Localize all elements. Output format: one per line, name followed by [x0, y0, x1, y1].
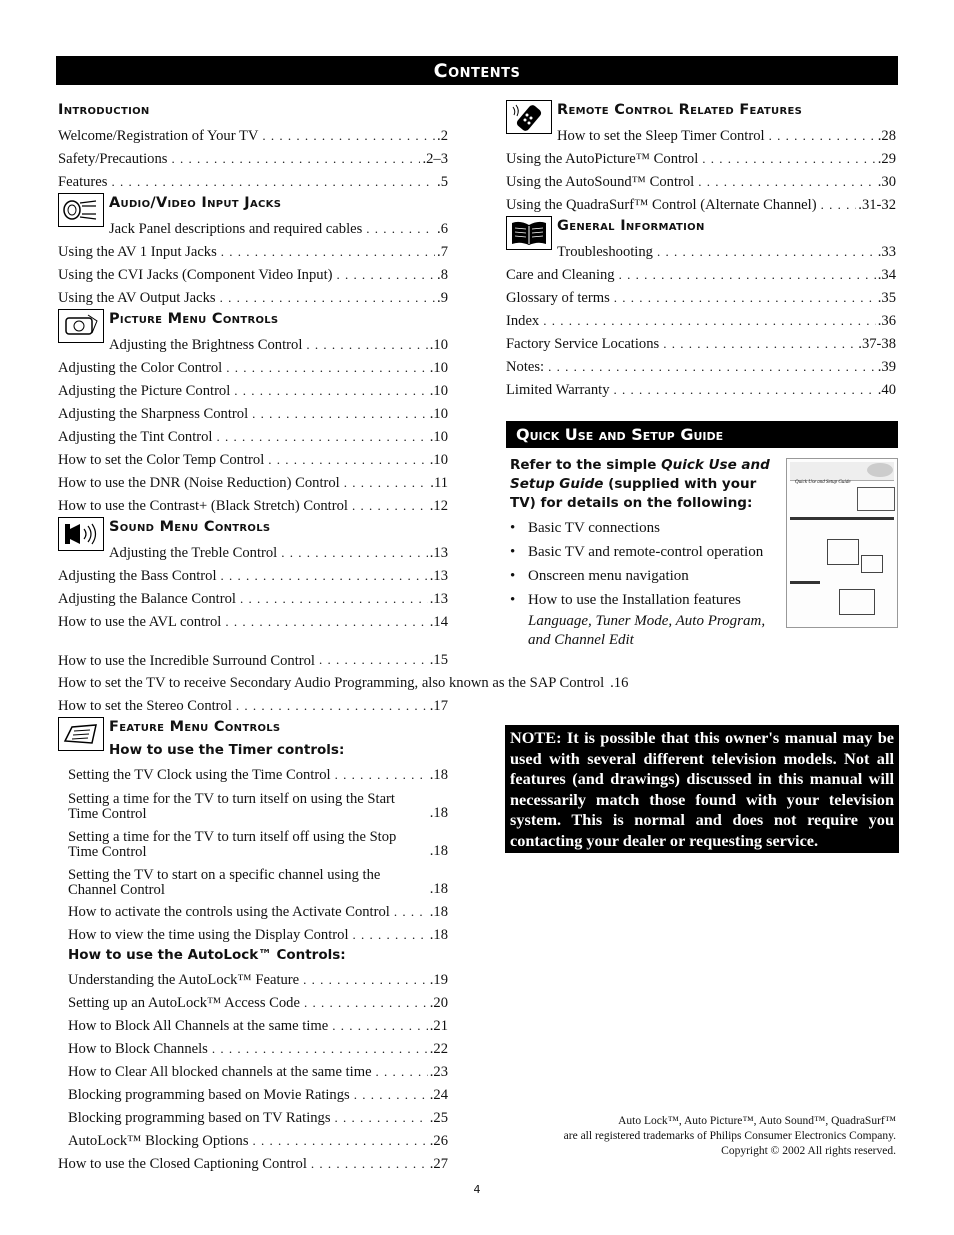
toc-leader	[543, 315, 876, 327]
toc-leader	[262, 130, 435, 142]
toc-leader	[252, 408, 428, 420]
thumbnail-divider	[790, 581, 820, 584]
quick-intro-c: (supplied with your TV) for details on the following:	[510, 476, 757, 511]
toc-entry-page: .18	[429, 805, 448, 821]
toc-entry[interactable]	[58, 168, 448, 191]
section-general	[506, 214, 896, 261]
general-list-first	[557, 238, 896, 261]
toc-entry-title: Adjusting the Color Control	[58, 360, 223, 376]
toc-entry[interactable]	[557, 122, 896, 145]
toc-leader	[221, 246, 435, 258]
toc-entry-page: .25	[429, 1110, 448, 1126]
toc-leader	[657, 246, 876, 258]
toc-entry[interactable]	[58, 761, 448, 784]
section-heading-remote: Remote Control Related Features	[557, 102, 803, 118]
toc-entry-page: .18	[429, 904, 448, 920]
toc-leader	[394, 906, 428, 918]
toc-entry[interactable]	[506, 307, 896, 330]
toc-entry[interactable]	[506, 284, 896, 307]
toc-entry[interactable]	[506, 168, 896, 191]
toc-entry-title: How to set the Sleep Timer Control	[557, 128, 765, 144]
toc-entry-title: How to use the Incredible Surround Control	[58, 653, 315, 669]
toc-entry-title: How to view the time using the Display Control	[68, 927, 349, 943]
toc-entry-page: .40	[877, 382, 896, 398]
toc-entry-page: .31-32	[858, 197, 896, 213]
trademark-notice	[564, 1114, 896, 1159]
section-picture	[58, 307, 448, 354]
toc-entry-page: .26	[429, 1133, 448, 1149]
toc-entry-page: .16	[610, 675, 629, 691]
toc-entry[interactable]	[109, 215, 448, 238]
toc-entry-title: Understanding the AutoLock™ Feature	[68, 972, 300, 988]
toc-entry[interactable]	[58, 492, 448, 515]
speaker-icon	[58, 517, 104, 551]
thumbnail-diagram	[827, 539, 859, 565]
toc-entry-page: .24	[429, 1087, 448, 1103]
toc-entry-page: .33	[877, 244, 896, 260]
toc-entry-title: AutoLock™ Blocking Options	[68, 1133, 249, 1149]
section-heading-sound: Sound Menu Controls	[109, 519, 271, 535]
toc-entry-page: .10	[429, 452, 448, 468]
toc-entry-page: .28	[877, 128, 896, 144]
toc-entry-title: Adjusting the Sharpness Control	[58, 406, 249, 422]
toc-entry-page: .17	[429, 698, 448, 714]
toc-entry-page: .2	[437, 128, 448, 144]
toc-leader	[366, 223, 435, 235]
toc-entry[interactable]	[58, 692, 448, 715]
toc-entry-title: Adjusting the Treble Control	[109, 545, 278, 561]
toc-entry-page: .30	[877, 174, 896, 190]
toc-entry-title: Blocking programming based on Movie Ratings	[68, 1087, 350, 1103]
thumbnail-diagram	[839, 589, 875, 615]
toc-leader	[614, 384, 876, 396]
toc-entry-title: Setting the TV Clock using the Time Control	[68, 767, 331, 783]
toc-entry-page: .34	[877, 267, 896, 283]
toc-entry[interactable]	[58, 631, 448, 669]
section-heading-general: General Information	[557, 218, 705, 234]
toc-leader	[225, 616, 427, 628]
toc-entry-page: .13	[429, 568, 448, 584]
toc-entry-page: .13	[429, 545, 448, 561]
page-title: Contents	[56, 56, 898, 85]
toc-entry[interactable]	[58, 562, 448, 585]
toc-entry-page: .29	[877, 151, 896, 167]
av-list-first	[109, 215, 448, 238]
intro-list	[58, 122, 448, 191]
toc-entry-title: Adjusting the Bass Control	[58, 568, 217, 584]
quick-intro-a: Refer to the simple	[510, 457, 662, 473]
toc-leader	[352, 500, 428, 512]
toc-entry[interactable]	[58, 669, 629, 692]
toc-entry[interactable]	[58, 989, 448, 1012]
toc-entry-page: .6	[437, 221, 448, 237]
toc-leader	[226, 362, 428, 374]
toc-leader	[240, 593, 428, 605]
toc-entry-title: How to use the AVL control	[58, 614, 222, 630]
toc-entry-title: How to Block Channels	[68, 1041, 208, 1057]
toc-entry-title: Using the QuadraSurf™ Control (Alternate Channel)	[506, 197, 817, 213]
thumbnail-title: Quick Use and Setup Guide	[795, 480, 851, 485]
toc-entry-page: .18	[429, 881, 448, 897]
toc-entry-page: .22	[429, 1041, 448, 1057]
toc-entry-title: Using the AV Output Jacks	[58, 290, 216, 306]
toc-entry-title: Limited Warranty	[506, 382, 610, 398]
toc-entry-title: Blocking programming based on TV Ratings	[68, 1110, 331, 1126]
toc-entry-title: Setting the TV to start on a specific channel using the Channel Control	[68, 867, 381, 898]
thumbnail-logo	[867, 463, 893, 477]
toc-leader	[212, 1043, 428, 1055]
page-number: 4	[473, 1183, 481, 1196]
general-list-rest	[506, 261, 896, 399]
toc-entry-page: .23	[429, 1064, 448, 1080]
toc-entry[interactable]	[58, 469, 448, 492]
toc-entry[interactable]	[58, 608, 448, 631]
section-heading-introduction: Introduction	[58, 102, 150, 118]
toc-entry-page: .13	[429, 591, 448, 607]
toc-entry-page: .5	[437, 174, 448, 190]
bullet-text: Basic TV and remote-control operation	[528, 544, 764, 560]
toc-entry-page: .39	[877, 359, 896, 375]
toc-entry-title: How to set the Color Temp Control	[58, 452, 265, 468]
toc-entry-page: .18	[429, 767, 448, 783]
quick-guide-intro	[510, 456, 780, 513]
toc-entry-title: Setting a time for the TV to turn itself off using the Stop Time Control	[68, 829, 397, 860]
bullet-item: • How to use the Installation features	[510, 588, 780, 612]
toc-entry[interactable]	[58, 377, 448, 400]
toc-leader	[336, 269, 435, 281]
toc-entry-title: Notes:	[506, 359, 545, 375]
av-jacks-icon	[58, 193, 104, 227]
quick-guide-bullets	[510, 516, 780, 650]
toc-entry[interactable]	[58, 261, 448, 284]
toc-leader	[614, 292, 876, 304]
section-av	[58, 191, 448, 238]
toc-entry-title: Index	[506, 313, 540, 329]
toc-leader	[335, 1112, 428, 1124]
toc-entry-page: .10	[429, 406, 448, 422]
toc-leader	[234, 385, 427, 397]
bullet-text: Onscreen menu navigation	[528, 568, 689, 584]
toc-entry-title: How to use the DNR (Noise Reduction) Control	[58, 475, 340, 491]
toc-entry[interactable]	[58, 122, 448, 145]
toc-leader	[548, 361, 876, 373]
section-sound	[58, 515, 448, 562]
toc-entry-page: .12	[429, 498, 448, 514]
toc-entry-title: Using the AutoPicture™ Control	[506, 151, 699, 167]
toc-leader	[253, 1135, 428, 1147]
toc-entry[interactable]	[58, 784, 448, 822]
toc-leader	[303, 974, 428, 986]
toc-leader	[353, 929, 428, 941]
timer-list	[58, 761, 448, 944]
toc-entry[interactable]	[58, 860, 448, 898]
toc-right-column	[506, 98, 896, 399]
toc-leader	[221, 570, 428, 582]
toc-entry[interactable]	[557, 238, 896, 261]
toc-entry[interactable]	[506, 353, 896, 376]
toc-entry-title: Setting a time for the TV to turn itself on using the Start Time Control	[68, 791, 395, 822]
bullet-item: • Basic TV and remote-control operation	[510, 540, 780, 564]
toc-entry-page: .10	[429, 360, 448, 376]
toc-entry[interactable]	[58, 1127, 448, 1150]
toc-leader	[311, 1158, 428, 1170]
toc-entry-page: .27	[429, 1156, 448, 1172]
toc-entry[interactable]	[109, 331, 448, 354]
picture-menu-icon	[58, 309, 104, 343]
toc-entry[interactable]	[58, 1104, 448, 1127]
toc-entry-title: How to Block All Channels at the same time	[68, 1018, 329, 1034]
bullet-text: How to use the Installation features	[528, 592, 741, 608]
toc-entry-title: How to use the Contrast+ (Black Stretch) Control	[58, 498, 348, 514]
toc-entry[interactable]	[58, 1035, 448, 1058]
section-heading-feature: Feature Menu Controls	[109, 719, 281, 735]
toc-entry-page: .10	[429, 429, 448, 445]
toc-entry-title: Features	[58, 174, 108, 190]
toc-entry-title: Adjusting the Brightness Control	[109, 337, 303, 353]
toc-entry-page: .21	[429, 1018, 448, 1034]
thumbnail-divider	[790, 517, 894, 520]
toc-leader	[268, 454, 427, 466]
toc-entry-title: How to activate the controls using the Activate Control	[68, 904, 390, 920]
toc-entry[interactable]	[58, 145, 448, 168]
toc-entry-page: .8	[437, 267, 448, 283]
toc-entry-page: .2–3	[422, 151, 448, 167]
autolock-subheading: How to use the AutoLock™ Controls:	[68, 947, 346, 963]
quick-guide-heading: Quick Use and Setup Guide	[506, 421, 898, 448]
remote-list-rest	[506, 145, 896, 214]
toc-entry[interactable]	[58, 446, 448, 469]
toc-entry-page: .7	[437, 244, 448, 260]
toc-leader	[332, 1020, 428, 1032]
sound-list-first	[109, 539, 448, 562]
toc-entry[interactable]	[506, 376, 896, 399]
toc-entry-title: How to set the Stereo Control	[58, 698, 232, 714]
toc-entry[interactable]	[58, 898, 448, 921]
toc-entry-page: .14	[429, 614, 448, 630]
toc-entry-title: How to Clear All blocked channels at the same time	[68, 1064, 372, 1080]
toc-entry-title: Troubleshooting	[557, 244, 653, 260]
toc-entry[interactable]	[506, 261, 896, 284]
toc-entry[interactable]	[109, 539, 448, 562]
toc-leader	[319, 654, 428, 666]
toc-entry-page: .15	[429, 652, 448, 668]
toc-entry-title: Using the AV 1 Input Jacks	[58, 244, 217, 260]
toc-entry[interactable]	[58, 1150, 448, 1173]
toc-entry[interactable]	[58, 1081, 448, 1104]
toc-entry-page: .35	[877, 290, 896, 306]
toc-entry-title: Adjusting the Balance Control	[58, 591, 236, 607]
picture-list-rest	[58, 354, 448, 515]
toc-leader	[111, 176, 435, 188]
bullet-item: • Basic TV connections	[510, 516, 780, 540]
toc-entry-title: Adjusting the Picture Control	[58, 383, 231, 399]
toc-entry-title: Using the CVI Jacks (Component Video Input)	[58, 267, 333, 283]
toc-leader	[304, 997, 428, 1009]
remote-list-first	[557, 122, 896, 145]
toc-entry-page: .9	[437, 290, 448, 306]
toc-entry[interactable]	[58, 354, 448, 377]
section-feature	[58, 715, 448, 761]
toc-entry-page: .37-38	[858, 336, 896, 352]
toc-leader	[171, 153, 420, 165]
toc-entry-page: .18	[429, 927, 448, 943]
toc-entry[interactable]	[58, 822, 448, 860]
toc-entry-title: Factory Service Locations	[506, 336, 660, 352]
toc-leader	[220, 292, 435, 304]
section-heading-av: Audio/Video Input Jacks	[109, 195, 282, 211]
toc-leader	[354, 1089, 428, 1101]
toc-leader	[376, 1066, 428, 1078]
toc-entry[interactable]	[58, 1058, 448, 1081]
toc-leader	[769, 130, 876, 142]
toc-leader	[344, 477, 429, 489]
toc-entry-title: Setting up an AutoLock™ Access Code	[68, 995, 300, 1011]
toc-entry[interactable]	[58, 921, 448, 944]
toc-entry[interactable]	[58, 966, 448, 989]
toc-entry-page: .20	[429, 995, 448, 1011]
toc-leader	[821, 199, 857, 211]
toc-entry-title: How to set the TV to receive Secondary Audio Programming, also known as the SAP Control	[58, 675, 605, 691]
toc-entry[interactable]	[58, 284, 448, 307]
bullet-subtext: Language, Tuner Mode, Auto Program, and Channel Edit	[528, 613, 766, 648]
av-list-rest	[58, 238, 448, 307]
toc-entry-title: Adjusting the Tint Control	[58, 429, 213, 445]
toc-entry[interactable]	[58, 1012, 448, 1035]
toc-entry-title: Care and Cleaning	[506, 267, 615, 283]
copyright-line: Copyright © 2002 All rights reserved.	[721, 1145, 896, 1157]
toc-entry[interactable]	[506, 330, 896, 353]
section-heading-picture: Picture Menu Controls	[109, 311, 279, 327]
toc-leader	[306, 339, 427, 351]
toc-entry-title: Using the AutoSound™ Control	[506, 174, 695, 190]
toc-leader	[663, 338, 856, 350]
toc-entry[interactable]	[58, 423, 448, 446]
trademark-line: Auto Lock™, Auto Picture™, Auto Sound™, QuadraSurf™	[618, 1115, 896, 1127]
toc-leader	[702, 153, 875, 165]
feature-menu-icon	[58, 717, 104, 751]
toc-entry[interactable]	[506, 145, 896, 168]
toc-entry-page: .10	[429, 337, 448, 353]
quick-intro-title: Quick Use and Setup Guide	[510, 457, 770, 492]
thumbnail-box	[857, 487, 895, 511]
timer-subheading: How to use the Timer controls:	[109, 742, 345, 758]
toc-entry[interactable]	[506, 191, 896, 214]
quick-guide-thumbnail	[786, 458, 898, 628]
toc-leader	[335, 769, 428, 781]
toc-entry-page: .36	[877, 313, 896, 329]
toc-entry-title: How to use the Closed Captioning Control	[58, 1156, 307, 1172]
picture-list-first	[109, 331, 448, 354]
bullet-text: Basic TV connections	[528, 520, 660, 536]
thumbnail-diagram	[861, 555, 883, 573]
open-book-icon	[506, 216, 552, 250]
bullet-item: • Onscreen menu navigation	[510, 564, 780, 588]
toc-entry-page: .11	[430, 475, 448, 491]
toc-leader	[619, 269, 876, 281]
toc-leader	[216, 431, 427, 443]
toc-entry[interactable]	[58, 238, 448, 261]
note-box: NOTE: It is possible that this owner's manual may be used with several different television models. Not all features (and drawings) discussed in this manual will necessarily match those found with your television system. This is normal and does not require you contacting your dealer or requesting service.	[505, 725, 899, 853]
toc-entry-page: .18	[429, 843, 448, 859]
trademark-line: are all registered trademarks of Philips Consumer Electronics Company.	[563, 1130, 896, 1142]
toc-entry-title: Welcome/Registration of Your TV	[58, 128, 259, 144]
toc-leader	[236, 700, 428, 712]
toc-entry-page: .10	[429, 383, 448, 399]
toc-entry[interactable]	[58, 585, 448, 608]
toc-entry-page: .19	[429, 972, 448, 988]
section-remote	[506, 98, 896, 145]
toc-entry-title: Jack Panel descriptions and required cables	[109, 221, 363, 237]
toc-leader	[281, 547, 428, 559]
toc-entry-title: Safety/Precautions	[58, 151, 168, 167]
autolock-list	[58, 966, 448, 1150]
toc-entry[interactable]	[58, 400, 448, 423]
toc-entry-title: Glossary of terms	[506, 290, 610, 306]
toc-leader	[698, 176, 876, 188]
remote-control-icon	[506, 100, 552, 134]
